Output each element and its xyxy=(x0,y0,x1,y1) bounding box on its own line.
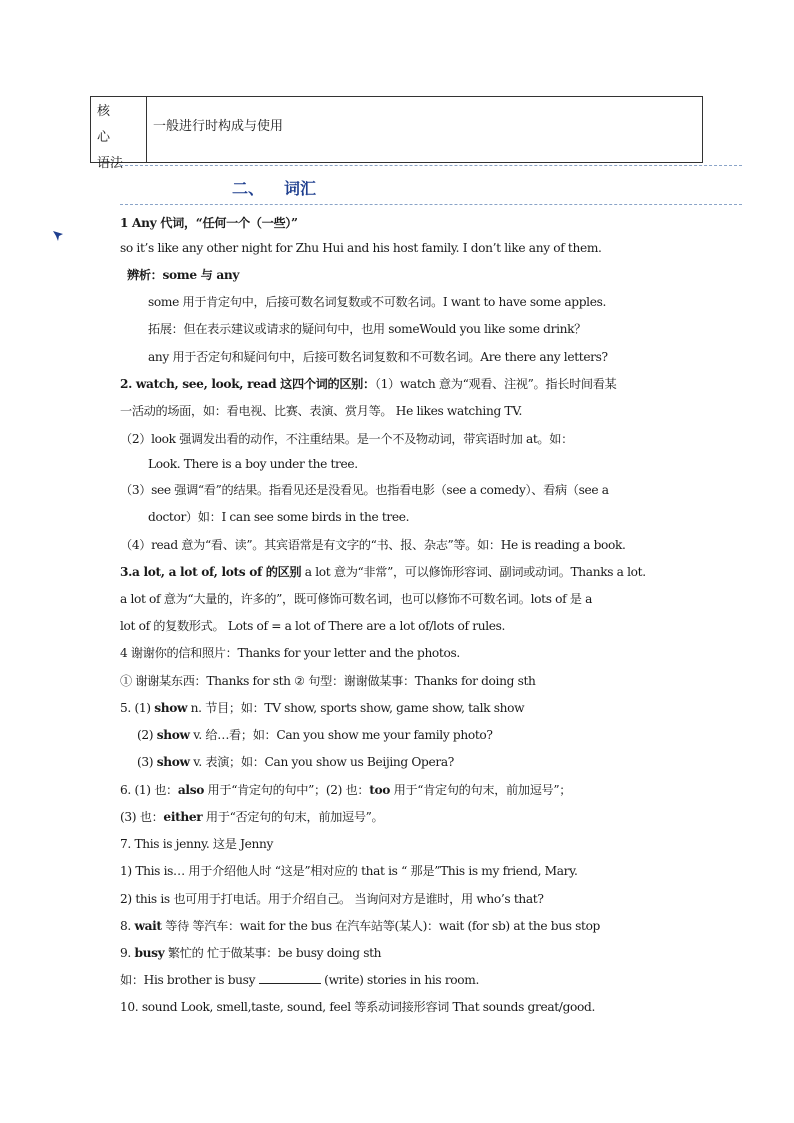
text-run: (3) xyxy=(137,755,157,769)
text-run: too xyxy=(369,783,391,797)
text-run: 1 Any 代词，“任何一个（一些）” xyxy=(120,216,298,230)
text-run: 9. xyxy=(120,946,135,960)
text-run: 6. (1) 也： xyxy=(120,783,178,797)
text-run: 用于“肯定句的句末，前加逗号”； xyxy=(390,783,572,797)
text-run: any 用于否定句和疑问句中，后接可数名词复数和不可数名词。Are there any letters? xyxy=(148,350,608,364)
text-run: n. 节目；如：TV show, sports show, game show, talk show xyxy=(187,701,525,715)
divider-bottom xyxy=(120,204,742,205)
text-line xyxy=(120,998,595,1015)
text-line xyxy=(120,563,646,580)
answer-blank xyxy=(259,973,321,984)
text-run: a lot 意为“非常”，可以修饰形容词、副词或动词。Thanks a lot. xyxy=(301,565,646,579)
text-run: 3.a lot, a lot of, lots of 的区别 xyxy=(120,565,302,579)
text-run: Look. There is a boy under the tree. xyxy=(148,457,358,471)
text-line xyxy=(120,890,544,907)
text-line xyxy=(120,430,573,447)
text-run: (2) xyxy=(137,728,157,742)
text-run: 8. xyxy=(120,919,135,933)
text-run: 如：His brother is busy xyxy=(120,973,259,987)
text-run: （3）see 强调“看”的结果。指看见还是没看见。也指看电影（see a comedy）、看病（see a xyxy=(120,483,609,497)
text-run: （1）watch 意为“观看、注视”。指长时间看某 xyxy=(374,377,617,391)
section-number: 二、 xyxy=(232,179,265,198)
section-heading xyxy=(232,176,316,199)
text-run: v. 给…看；如：Can you show me your family photo? xyxy=(189,728,493,742)
text-line xyxy=(120,699,524,716)
pin-icon xyxy=(52,230,64,242)
text-line xyxy=(148,457,358,471)
text-line xyxy=(120,375,616,392)
text-run: 繁忙的 忙于做某事：be busy doing sth xyxy=(164,946,382,960)
text-line xyxy=(120,402,522,419)
text-line xyxy=(120,672,536,689)
text-run: 10. sound Look, smell,taste, sound, feel 等系动词接形容词 That sounds great/good. xyxy=(120,1000,595,1014)
text-run: busy xyxy=(134,946,165,960)
text-line xyxy=(120,617,505,634)
core-grammar-label xyxy=(91,97,147,171)
text-line xyxy=(120,781,571,798)
text-run: 1) This is… 用于介绍他人时 “这是”相对应的 that is “ 那是”This is my friend, Mary. xyxy=(120,864,578,878)
text-run: 2. watch, see, look, read 这四个词的区别： xyxy=(120,377,375,391)
text-run: 等待 等汽车：wait for the bus 在汽车站等(某人)：wait (for sb) at the bus stop xyxy=(161,919,601,933)
text-run: 5. (1) xyxy=(120,701,155,715)
text-run: show xyxy=(156,728,190,742)
text-run: 一活动的场面，如：看电视、比赛、表演、赏月等。 He likes watching TV. xyxy=(120,404,523,418)
text-line xyxy=(127,266,239,283)
text-line xyxy=(120,481,609,498)
text-run: ① 谢谢某东西：Thanks for sth ② 句型：谢谢做某事：Thanks for doing sth xyxy=(120,674,536,688)
section-title: 词汇 xyxy=(284,179,317,198)
text-line xyxy=(148,293,606,310)
text-line xyxy=(148,508,409,525)
text-run: （4）read 意为“看、读”。其宾语常是有文字的“书、报、杂志”等。如：He is reading a book. xyxy=(120,538,626,552)
text-run: wait xyxy=(134,919,162,933)
text-run: show xyxy=(154,701,188,715)
text-run: （2）look 强调发出看的动作，不注重结果。是一个不及物动词，带宾语时加 at。如： xyxy=(120,432,573,446)
core-grammar-label-line1: 核心 xyxy=(97,104,125,145)
text-line xyxy=(120,917,600,934)
text-run: so it’s like any other night for Zhu Hui and his host family. I don’t like any of them. xyxy=(120,241,602,255)
text-line xyxy=(120,241,602,255)
text-run: show xyxy=(156,755,190,769)
text-run: 辨析：some 与 any xyxy=(127,268,240,282)
text-line xyxy=(120,644,460,661)
text-line xyxy=(137,726,493,743)
text-line xyxy=(120,835,273,852)
text-line xyxy=(137,753,454,770)
text-line xyxy=(120,536,626,553)
text-run: v. 表演；如：Can you show us Beijing Opera? xyxy=(189,755,454,769)
text-run: 2) this is 也可用于打电话。用于介绍自己。 当询问对方是谁时，用 who’s that? xyxy=(120,892,544,906)
text-run: doctor）如：I can see some birds in the tree. xyxy=(148,510,410,524)
text-run: either xyxy=(163,810,203,824)
text-line xyxy=(120,214,298,231)
text-run: a lot of 意为“大量的，许多的”，既可修饰可数名词，也可以修饰不可数名词。lots of 是 a xyxy=(120,592,593,606)
divider-top xyxy=(120,165,742,166)
text-run: 7. This is jenny. 这是 Jenny xyxy=(120,837,274,851)
text-line xyxy=(120,808,383,825)
text-run: 4 谢谢你的信和照片：Thanks for your letter and the photos. xyxy=(120,646,460,660)
text-run: 拓展：但在表示建议或请求的疑问句中，也用 someWould you like some drink？ xyxy=(148,322,586,336)
text-line xyxy=(120,862,578,879)
core-grammar-value: 一般进行时构成与使用 xyxy=(153,119,284,134)
text-line xyxy=(148,320,586,337)
text-run: 用于“否定句的句末，前加逗号”。 xyxy=(202,810,384,824)
text-line xyxy=(120,590,592,607)
text-run: also xyxy=(177,783,204,797)
text-line xyxy=(148,348,608,365)
text-run: lot of 的复数形式。 Lots of = a lot of There are a lot of/lots of rules. xyxy=(120,619,506,633)
text-run: 用于“肯定句的句中”；(2) 也： xyxy=(204,783,370,797)
core-grammar-table xyxy=(90,96,703,171)
text-line xyxy=(120,944,381,961)
text-run: (write) stories in his room. xyxy=(320,973,480,987)
text-line xyxy=(120,971,479,988)
text-run: (3) 也： xyxy=(120,810,164,824)
core-grammar-label-line2: 语法 xyxy=(97,156,124,171)
text-run: some 用于肯定句中，后接可数名词复数或不可数名词。I want to have some apples. xyxy=(148,295,607,309)
